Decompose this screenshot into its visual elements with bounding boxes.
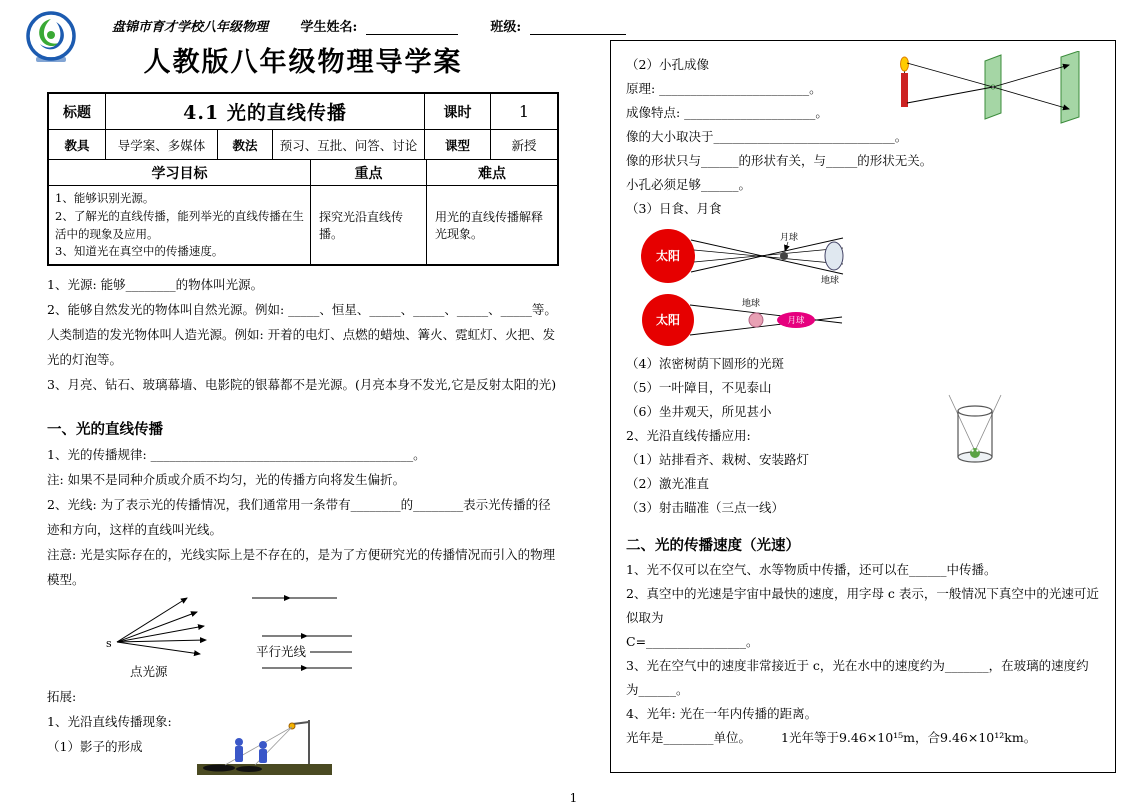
goals-value-cell: [49, 186, 311, 264]
table-row: [49, 186, 557, 264]
item-leaf-blocking: （5）一叶障目，不见泰山: [626, 380, 772, 395]
title-label-cell: 标题: [49, 94, 106, 130]
paragraph-shadow-formation: （1）影子的形成: [47, 739, 143, 754]
item-eclipses: （3）日食、月食: [626, 201, 722, 216]
table-row: [49, 160, 557, 186]
paragraph-propagation-law: 1、光的传播规律: __________________________________________。: [47, 447, 426, 462]
goal-item: 3、知道光在真空中的传播速度。: [55, 244, 224, 259]
paragraph-artificial-sources: 人类制造的发光物体叫人造光源。例如: 开着的电灯、点燃的蜡烛、篝火、霓虹灯、火把、发光的灯泡等。: [47, 327, 556, 367]
table-row: [49, 130, 557, 160]
shadow-illustration: [197, 712, 332, 780]
paragraph-non-sources: 3、月亮、钻石、玻璃幕墙、电影院的银幕都不是光源。(月亮本身不发光,它是反射太阳的光): [47, 377, 557, 392]
header-row: [112, 16, 626, 35]
student-name-blank: [366, 21, 458, 35]
line-principle: 原理: ________________________。: [626, 81, 822, 96]
goal-item: 2、了解光的直线传播，能列举光的直线传播在生活中的现象及应用。: [55, 208, 304, 241]
school-name: 盘锦市育才学校八年级物理: [112, 20, 269, 35]
period-value-cell: 1: [491, 94, 557, 130]
parallel-rays-label: 平行光线: [256, 644, 307, 659]
paragraph-light-ray: 2、光线: 为了表示光的传播情况，我们通常用一条带有________的________表示光传播的径迹和方向，这样的直线叫光线。: [47, 497, 551, 537]
right-page: [610, 40, 1116, 773]
difficulty-label-cell: 难点: [427, 160, 557, 186]
section-heading-light-speed: 二、光的传播速度（光速）: [626, 537, 800, 554]
item-tree-light-spots: （4）浓密树荫下圆形的光斑: [626, 356, 784, 371]
key-point-value-cell: 探究光沿直线传播。: [311, 186, 427, 264]
moon-label: 月球: [787, 316, 805, 326]
line-image-features: 成像特点: _____________________。: [626, 105, 828, 120]
sun-label: 太阳: [655, 249, 681, 263]
line-light-year-unit: [626, 726, 1100, 750]
line-vacuum-speed-value: C=________________。: [626, 634, 759, 649]
line-image-shape: 像的形状只与______的形状有关，与_____的形状无关。: [626, 153, 933, 168]
ray-diagram-illustration: [102, 592, 432, 684]
pinhole-imaging-illustration: [893, 51, 1103, 131]
page-number: 1: [569, 791, 578, 805]
application-item-alignment: （1）站排看齐、栽树、安装路灯: [626, 452, 809, 467]
method-value-cell: 预习、互批、问答、讨论: [273, 130, 425, 160]
point-source-label: 点光源: [130, 664, 168, 679]
lesson-title-cell: 4.1 光的直线传播: [106, 94, 425, 130]
student-name-label: 学生姓名:: [300, 20, 358, 35]
goals-label-cell: 学习目标: [49, 160, 311, 186]
solar-eclipse-diagram: [638, 224, 850, 288]
well-frog-illustration: [946, 393, 1004, 475]
lunar-eclipse-diagram: [638, 291, 850, 349]
left-column-body: [47, 272, 562, 784]
line-speed-media: 1、光不仅可以在空气、水等物质中传播，还可以在______中传播。: [626, 562, 997, 577]
shadow-row: [47, 734, 562, 784]
difficulty-value-cell: 用光的直线传播解释光现象。: [435, 210, 544, 241]
application-item-aiming: （3）射击瞄准（三点一线）: [626, 500, 784, 515]
ray-diagrams: [47, 592, 562, 684]
line-light-year-def: 4、光年: 光在一年内传播的距离。: [626, 706, 818, 721]
applications-heading: 2、光沿直线传播应用:: [626, 428, 751, 443]
info-table: [47, 92, 559, 266]
light-year-unit-blank: 光年是________单位。: [626, 730, 752, 745]
paragraph-note-medium: 注: 如果不是同种介质或介质不均匀，光的传播方向将发生偏折。: [47, 472, 406, 487]
section-heading-straight-propagation: 一、光的直线传播: [47, 421, 163, 438]
line-vacuum-speed: 2、真空中的光速是宇宙中最快的速度，用字母 c 表示，一般情况下真空中的光速可近似取为: [626, 586, 1099, 625]
lesson-type-label-cell: 课型: [425, 130, 491, 160]
goal-item: 1、能够识别光源。: [55, 191, 155, 205]
earth-label: 地球: [821, 276, 840, 286]
aids-value-cell: 导学案、多媒体: [106, 130, 218, 160]
class-label: 班级:: [490, 20, 522, 35]
light-year-value: 1光年等于9.46×10¹⁵m，合9.46×10¹²km。: [781, 730, 1037, 745]
application-item-laser: （2）激光准直: [626, 476, 709, 491]
document-title: 人教版八年级物理导学案: [143, 47, 463, 78]
item-frog-in-well: （6）坐井观天，所见甚小: [626, 404, 772, 419]
paragraph-light-source: 1、光源: 能够________的物体叫光源。: [47, 277, 264, 292]
paragraph-phenomena: 1、光沿直线传播现象:: [47, 714, 172, 729]
class-blank: [530, 21, 626, 35]
moon-label: 月球: [780, 233, 799, 243]
line-image-size: 像的大小取决于_____________________________。: [626, 129, 908, 144]
paragraph-extension: 拓展:: [47, 689, 77, 704]
paragraph-natural-sources: 2、能够自然发光的物体叫自然光源。例如: _____、恒星、_____、_____、_____、_____等。: [47, 302, 557, 317]
paragraph-note-model: 注意: 光是实际存在的，光线实际上是不存在的，是为了方便研究光的传播情况而引入的物理模型。: [47, 547, 556, 587]
aids-label-cell: 教具: [49, 130, 106, 160]
point-source-s-label: s: [106, 637, 112, 650]
earth-label: 地球: [742, 299, 761, 309]
lesson-type-value-cell: 新授: [491, 130, 557, 160]
line-hole-size: 小孔必须足够______。: [626, 177, 752, 192]
item-pinhole-imaging: （2）小孔成像: [626, 57, 709, 72]
sun-label: 太阳: [655, 313, 681, 327]
key-point-label-cell: 重点: [311, 160, 427, 186]
line-speed-water-glass: 3、光在空气中的速度非常接近于 c，光在水中的速度约为_______，在玻璃的速度约为______。: [626, 658, 1089, 697]
method-label-cell: 教法: [218, 130, 273, 160]
table-row: [49, 94, 557, 130]
period-label-cell: 课时: [425, 94, 491, 130]
